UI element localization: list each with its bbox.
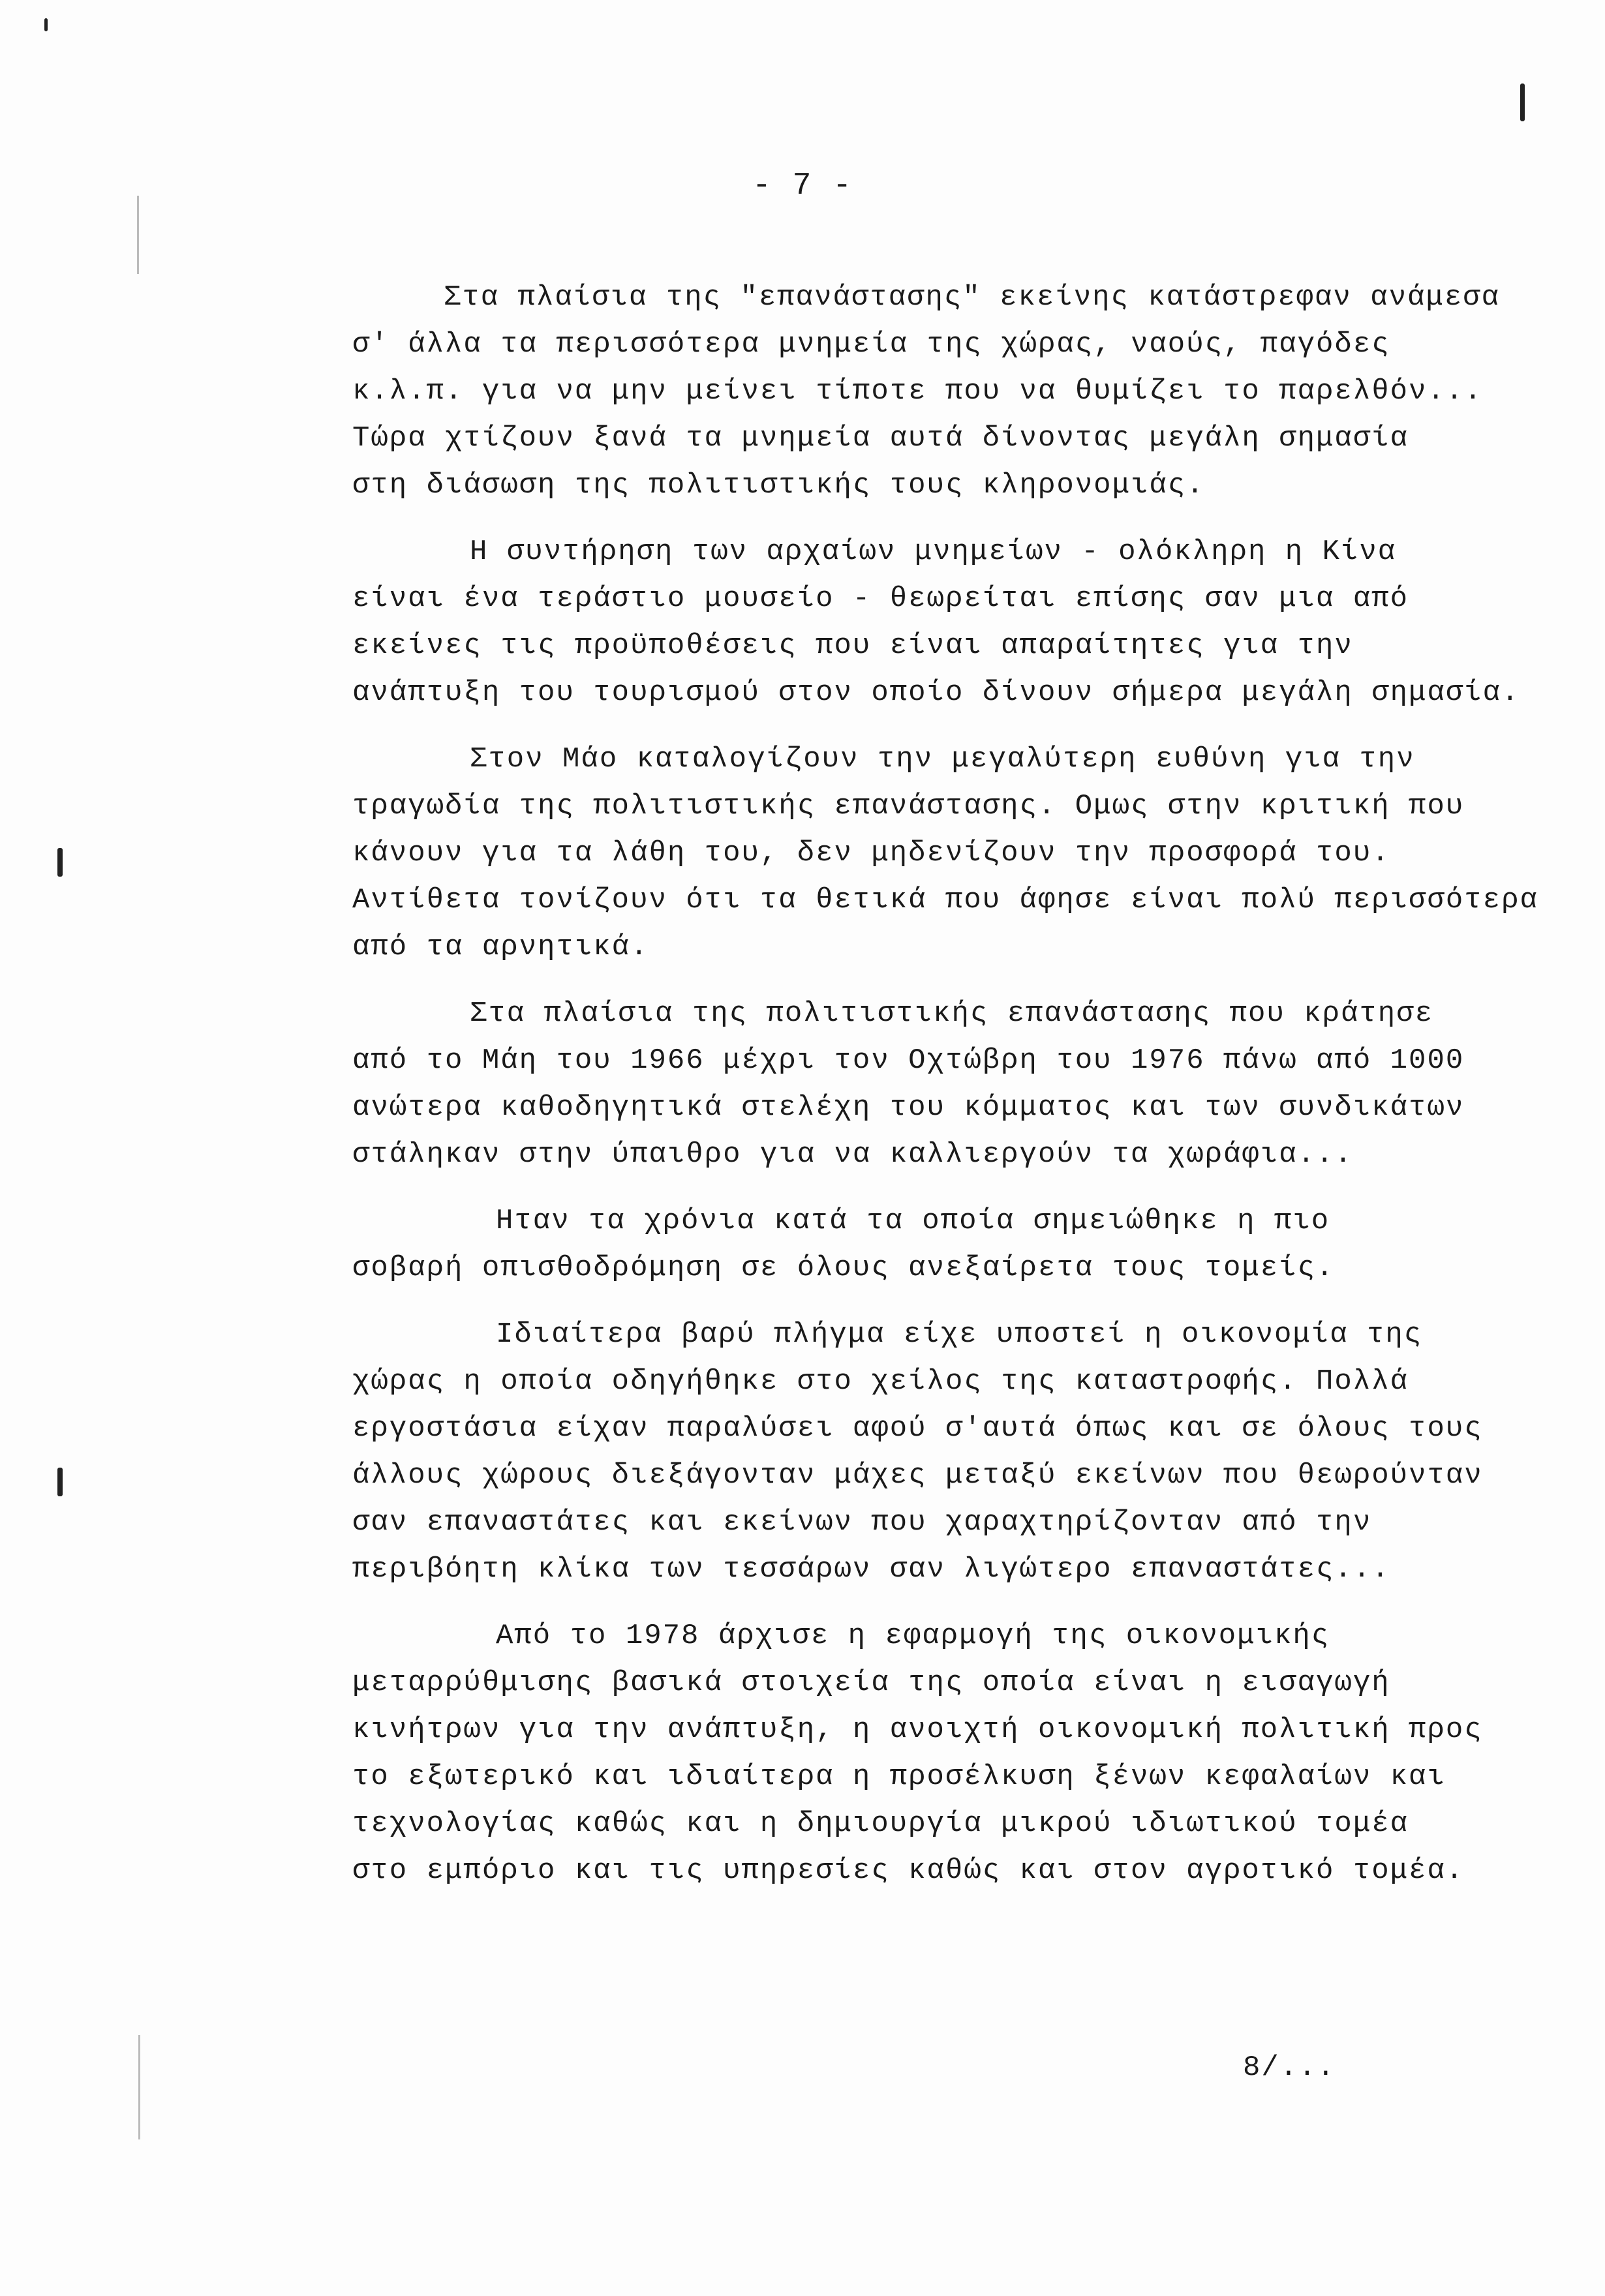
paragraph xyxy=(352,1198,1592,1292)
text-line: μεταρρύθμισης βασικά στοιχεία της οποία είναι η εισαγωγή xyxy=(352,1667,1390,1699)
body-text xyxy=(352,274,1592,1914)
paragraph xyxy=(352,274,1592,509)
text-line: σαν επαναστάτες και εκείνων που χαραχτηρίζονταν από την xyxy=(352,1506,1372,1539)
text-line: Ιδιαίτερα βαρύ πλήγμα είχε υποστεί η οικονομία της xyxy=(496,1318,1423,1351)
text-line: Ηταν τα χρόνια κατά τα οποία σημειώθηκε η πιο xyxy=(496,1205,1330,1237)
text-line: Στα πλαίσια της "επανάστασης" εκείνης κατάστρεφαν ανάμεσα xyxy=(444,281,1501,314)
scan-edge-line xyxy=(137,196,139,274)
text-line: τραγωδία της πολιτιστικής επανάστασης. Ομως στην κριτική που xyxy=(352,790,1465,823)
text-line: ανώτερα καθοδηγητικά στελέχη του κόμματος και των συνδικάτων xyxy=(352,1091,1465,1124)
scan-edge-line xyxy=(138,2035,140,2139)
text-line: εργοστάσια είχαν παραλύσει αφού σ'αυτά όπως και σε όλους τους xyxy=(352,1412,1483,1445)
text-line: κινήτρων για την ανάπτυξη, η ανοιχτή οικονομική πολιτική προς xyxy=(352,1714,1483,1746)
paragraph xyxy=(352,990,1592,1178)
text-line: Στον Μάο καταλογίζουν την μεγαλύτερη ευθύνη για την xyxy=(470,743,1415,776)
text-line: ανάπτυξη του τουρισμού στον οποίο δίνουν σήμερα μεγάλη σημασία. xyxy=(352,676,1520,709)
text-line: χώρας η οποία οδηγήθηκε στο χείλος της καταστροφής. Πολλά xyxy=(352,1365,1409,1398)
text-line: είναι ένα τεράστιο μουσείο - θεωρείται επίσης σαν μια από xyxy=(352,582,1409,615)
text-line: από το Μάη του 1966 μέχρι τον Οχτώβρη του 1976 πάνω από 1000 xyxy=(352,1044,1465,1077)
paragraph xyxy=(352,736,1592,971)
text-line: εκείνες τις προϋποθέσεις που είναι απαραίτητες για την xyxy=(352,629,1353,662)
paragraph xyxy=(352,528,1592,716)
text-line: στάληκαν στην ύπαιθρο για να καλλιεργούν τα χωράφια... xyxy=(352,1138,1353,1171)
text-line: σ' άλλα τα περισσότερα μνημεία της χώρας, ναούς, παγόδες xyxy=(352,328,1390,361)
scan-mark xyxy=(57,1468,63,1496)
text-line: Αντίθετα τονίζουν ότι τα θετικά που άφησε είναι πολύ περισσότερα xyxy=(352,884,1538,916)
text-line: στο εμπόριο και τις υπηρεσίες καθώς και στον αγροτικό τομέα. xyxy=(352,1854,1465,1887)
text-line: περιβόητη κλίκα των τεσσάρων σαν λιγώτερο επαναστάτες... xyxy=(352,1553,1390,1586)
scan-mark xyxy=(1520,83,1525,121)
text-line: το εξωτερικό και ιδιαίτερα η προσέλκυση ξένων κεφαλαίων και xyxy=(352,1760,1446,1793)
text-line: στη διάσωση της πολιτιστικής τους κληρονομιάς. xyxy=(352,469,1205,502)
page-number: - 7 - xyxy=(752,168,853,204)
text-line: άλλους χώρους διεξάγονταν μάχες μεταξύ εκείνων που θεωρούνταν xyxy=(352,1459,1483,1492)
text-line: κάνουν για τα λάθη του, δεν μηδενίζουν την προσφορά του. xyxy=(352,837,1390,869)
scan-mark xyxy=(44,18,48,31)
text-line: Από το 1978 άρχισε η εφαρμογή της οικονομικής xyxy=(496,1620,1330,1652)
text-line: κ.λ.π. για να μην μείνει τίποτε που να θυμίζει το παρελθόν... xyxy=(352,375,1483,408)
text-line: Η συντήρηση των αρχαίων μνημείων - ολόκληρη η Κίνα xyxy=(470,536,1397,568)
continuation-marker: 8/... xyxy=(1243,2051,1336,2084)
text-line: από τα αρνητικά. xyxy=(352,931,649,963)
text-line: Τώρα χτίζουν ξανά τα μνημεία αυτά δίνοντας μεγάλη σημασία xyxy=(352,422,1409,455)
scan-mark xyxy=(57,848,63,877)
text-line: τεχνολογίας καθώς και η δημιουργία μικρού ιδιωτικού τομέα xyxy=(352,1807,1409,1840)
text-line: σοβαρή οπισθοδρόμηση σε όλους ανεξαίρετα τους τομείς. xyxy=(352,1252,1335,1284)
paragraph xyxy=(352,1612,1592,1894)
text-line: Στα πλαίσια της πολιτιστικής επανάστασης που κράτησε xyxy=(470,997,1434,1030)
paragraph xyxy=(352,1311,1592,1593)
